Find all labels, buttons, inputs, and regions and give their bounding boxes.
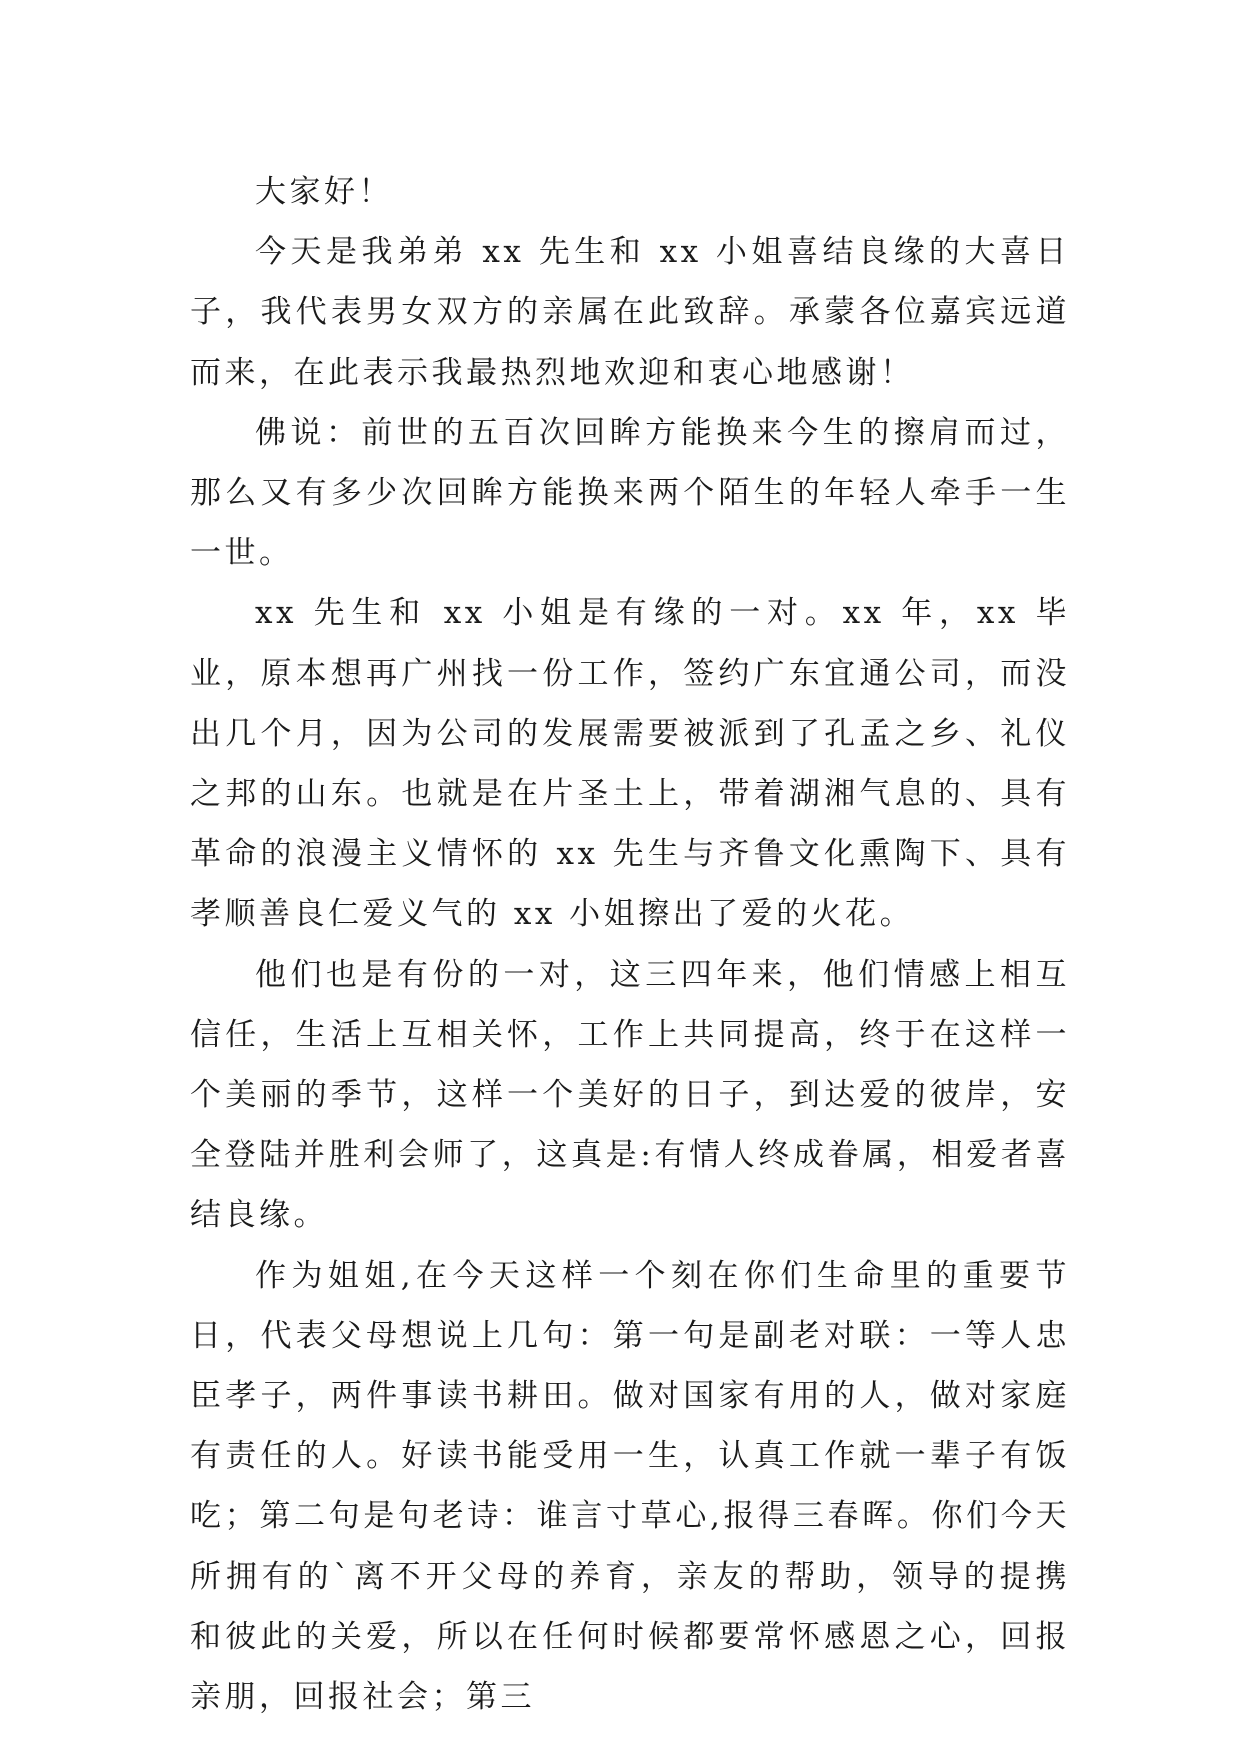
buddha-saying-paragraph: 佛说：前世的五百次回眸方能换来今生的擦肩而过，那么又有多少次回眸方能换来两个陌生的年轻人牵手一生一世。 xyxy=(190,414,1070,572)
sister-advice-paragraph: 作为姐姐,在今天这样一个刻在你们生命里的重要节日，代表父母想说上几句：第一句是副老对联：一等人忠臣孝子，两件事读书耕田。做对国家有用的人，做对家庭有责任的人。好读书能受用一生，认真工作就一辈子有饭吃；第二句是句老诗：谁言寸草心,报得三春晖。你们今天所拥有的`离不开父母的养育，亲友的帮助，领导的提携和彼此的关爱，所以在任何时候都要常怀感恩之心，回报亲朋，回报社会；第三 xyxy=(190,1257,1070,1716)
welcome-paragraph: 今天是我弟弟 xx 先生和 xx 小姐喜结良缘的大喜日子，我代表男女双方的亲属在此致辞。承蒙各位嘉宾远道而来，在此表示我最热烈地欢迎和衷心地感谢！ xyxy=(190,234,1070,391)
greeting-paragraph: 大家好！ xyxy=(255,174,393,210)
relationship-paragraph: 他们也是有份的一对，这三四年来，他们情感上相互信任，生活上互相关怀，工作上共同提高，终于在这样一个美丽的季节，这样一个美好的日子，到达爱的彼岸，安全登陆并胜利会师了，这真是:有情人终成眷属，相爱者喜结良缘。 xyxy=(190,956,1070,1234)
couple-story-paragraph: xx 先生和 xx 小姐是有缘的一对。xx 年，xx 毕业，原本想再广州找一份工作，签约广东宜通公司，而没出几个月，因为公司的发展需要被派到了孔孟之乡、礼仪之邦的山东。也就是在片圣土上，带着湖湘气息的、具有革命的浪漫主义情怀的 xx 先生与齐鲁文化熏陶下、具有孝顺善良仁爱义气的 xx 小姐擦出了爱的火花。 xyxy=(190,595,1070,933)
document-body xyxy=(190,162,1070,1727)
